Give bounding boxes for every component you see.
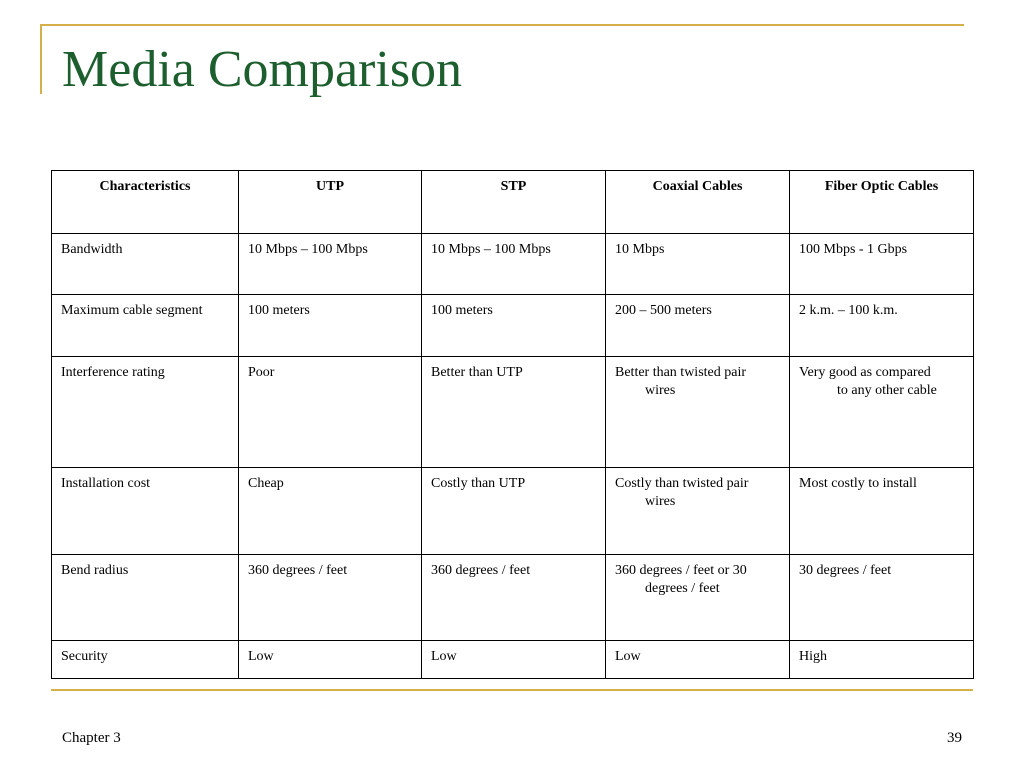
header-coaxial: Coaxial Cables (606, 171, 790, 234)
cell-coax: Costly than twisted pair wires (606, 468, 790, 555)
cell-characteristic: Maximum cable segment (52, 295, 239, 357)
cell-utp: Cheap (239, 468, 422, 555)
footer-page-number: 39 (947, 730, 962, 746)
table-row-installation-cost (52, 468, 974, 555)
bottom-accent-line (51, 689, 973, 691)
cell-coax: 360 degrees / feet or 30 degrees / feet (606, 555, 790, 641)
cell-characteristic: Bandwidth (52, 234, 239, 295)
cell-stp: 100 meters (422, 295, 606, 357)
cell-stp: Low (422, 641, 606, 679)
footer-chapter: Chapter 3 (62, 730, 121, 746)
cell-characteristic: Bend radius (52, 555, 239, 641)
cell-coax: 10 Mbps (606, 234, 790, 295)
cell-characteristic: Security (52, 641, 239, 679)
cell-stp: Better than UTP (422, 357, 606, 468)
table-row-bend-radius (52, 555, 974, 641)
cell-utp: 100 meters (239, 295, 422, 357)
top-accent-line (40, 24, 964, 26)
cell-fiber: Most costly to install (790, 468, 974, 555)
header-fiber-optic: Fiber Optic Cables (790, 171, 974, 234)
cell-stp: 10 Mbps – 100 Mbps (422, 234, 606, 295)
cell-coax: Low (606, 641, 790, 679)
cell-fiber: 100 Mbps - 1 Gbps (790, 234, 974, 295)
cell-utp: Low (239, 641, 422, 679)
cell-characteristic: Interference rating (52, 357, 239, 468)
cell-stp: 360 degrees / feet (422, 555, 606, 641)
slide-title: Media Comparison (62, 41, 463, 98)
table-row-interference-rating (52, 357, 974, 468)
cell-fiber: High (790, 641, 974, 679)
table-row-security (52, 641, 974, 679)
cell-utp: 10 Mbps – 100 Mbps (239, 234, 422, 295)
header-characteristics: Characteristics (52, 171, 239, 234)
header-utp: UTP (239, 171, 422, 234)
cell-characteristic: Installation cost (52, 468, 239, 555)
cell-coax: Better than twisted pair wires (606, 357, 790, 468)
table-row-max-cable-segment (52, 295, 974, 357)
left-accent-line (40, 24, 42, 94)
cell-fiber: 2 k.m. – 100 k.m. (790, 295, 974, 357)
cell-fiber: 30 degrees / feet (790, 555, 974, 641)
table-row-bandwidth (52, 234, 974, 295)
media-comparison-table (51, 170, 974, 679)
comparison-table-container (51, 170, 973, 679)
cell-utp: 360 degrees / feet (239, 555, 422, 641)
table-header-row (52, 171, 974, 234)
cell-utp: Poor (239, 357, 422, 468)
cell-stp: Costly than UTP (422, 468, 606, 555)
cell-fiber: Very good as compared to any other cable (790, 357, 974, 468)
header-stp: STP (422, 171, 606, 234)
cell-coax: 200 – 500 meters (606, 295, 790, 357)
